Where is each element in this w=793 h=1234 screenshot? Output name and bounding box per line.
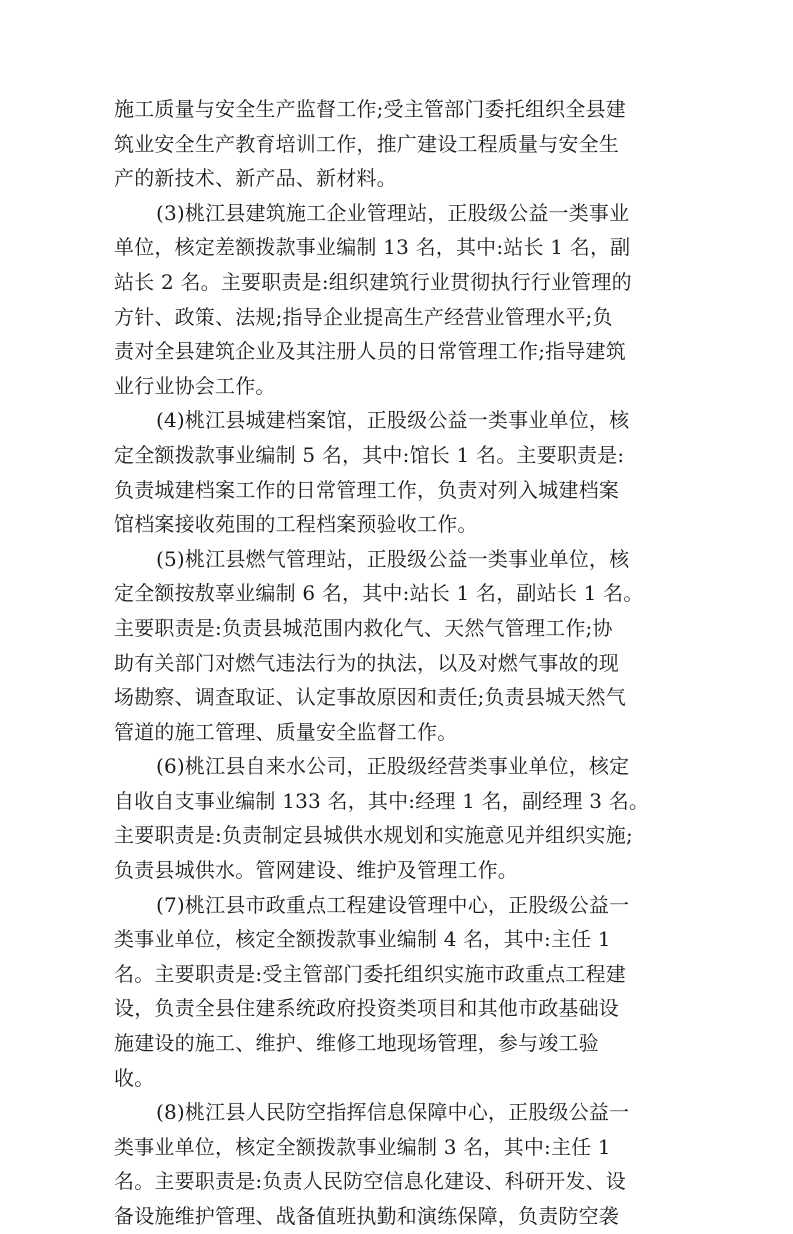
text-line: 管道的施工管理、质量安全监督工作。 xyxy=(114,719,458,744)
text-line: 负责县城供水。管网建设、维护及管理工作。 xyxy=(114,858,518,883)
paragraph-start-line: (5)桃江县燃气管理站，正股级公益一类事业单位，核 xyxy=(156,546,630,571)
text-line: 名。主要职责是:受主管部门委托组织实施市政重点工程建 xyxy=(114,961,626,986)
text-line: 助有关部门对燃气违法行为的执法，以及对燃气事故的现 xyxy=(114,650,619,675)
text-line: 主要职责是:负责制定县城供水规划和实施意见并组织实施; xyxy=(114,823,633,848)
text-line: 施建设的施工、维护、维修工地现场管理，参与竣工验 xyxy=(114,1031,599,1056)
text-line: 设，负责全县住建系统政府投资类项目和其他市政基础设 xyxy=(114,996,619,1021)
text-line: 站长 2 名。主要职责是:组织建筑行业贯彻执行行业管理的 xyxy=(114,269,632,294)
text-line: 业行业协会工作。 xyxy=(114,373,276,398)
text-line: 施工质量与安全生产监督工作;受主管部门委托组织全县建 xyxy=(114,97,626,121)
text-line: 收。 xyxy=(114,1065,155,1090)
text-line: 馆档案接收苑围的工程档案预验收工作。 xyxy=(114,512,478,537)
text-line: 类事业单位，核定全额拨款事业编制 4 名，其中:主任 1 xyxy=(114,927,611,952)
text-line: 筑业安全生产教育培训工作，推广建设工程质量与安全生 xyxy=(114,131,619,156)
text-line: 定全额按敖辜业编制 6 名，其中:站长 1 名，副站长 1 名。 xyxy=(114,581,644,606)
text-line: 场勘察、调查取证、认定事故原因和责任;负责县城天然气 xyxy=(114,685,626,710)
text-line: 备设施维护管理、战备值班执勤和演练保障，负责防空袭 xyxy=(114,1204,619,1228)
text-line: 类事业单位，核定全额拨款事业编制 3 名，其中:主任 1 xyxy=(114,1134,611,1159)
text-line: 方针、政策、法规;指导企业提高生产经营业管理水平;负 xyxy=(114,304,613,329)
paragraph-start-line: (3)桃江县建筑施工企业管理站，正股级公益一类事业 xyxy=(156,200,630,225)
paragraph-start-line: (7)桃江县市政重点工程建设管理中心，正股级公益一 xyxy=(156,892,630,917)
text-line: 单位，核定差额拨款事业编制 13 名，其中:站长 1 名，副 xyxy=(114,235,631,260)
text-line: 名。主要职责是:负责人民防空信息化建设、科研开发、设 xyxy=(114,1169,626,1194)
document-body xyxy=(114,92,684,1234)
text-line: 定全额拨款事业编制 5 名，其中:馆长 1 名。主要职责是: xyxy=(114,442,625,467)
text-line: 负责城建档案工作的日常管理工作，负责对列入城建档案 xyxy=(114,477,619,502)
text-line: 主要职责是:负责县城范围内救化气、天然气管理工作;协 xyxy=(114,615,613,640)
paragraph-start-line: (8)桃江县人民防空指挥信息保障中心，正股级公益一 xyxy=(156,1100,630,1125)
paragraph-start-line: (4)桃江县城建档案馆，正股级公益一类事业单位，核 xyxy=(156,408,630,433)
text-line: 责对全县建筑企业及其注册人员的日常管理工作;指导建筑 xyxy=(114,339,626,364)
text-line: 自收自支事业编制 133 名，其中:经理 1 名，副经理 3 名。 xyxy=(114,788,650,813)
paragraph-start-line: (6)桃江县自来水公司，正股级经营类事业单位，核定 xyxy=(156,754,630,779)
text-line: 产的新技术、新产品、新材料。 xyxy=(114,166,397,191)
